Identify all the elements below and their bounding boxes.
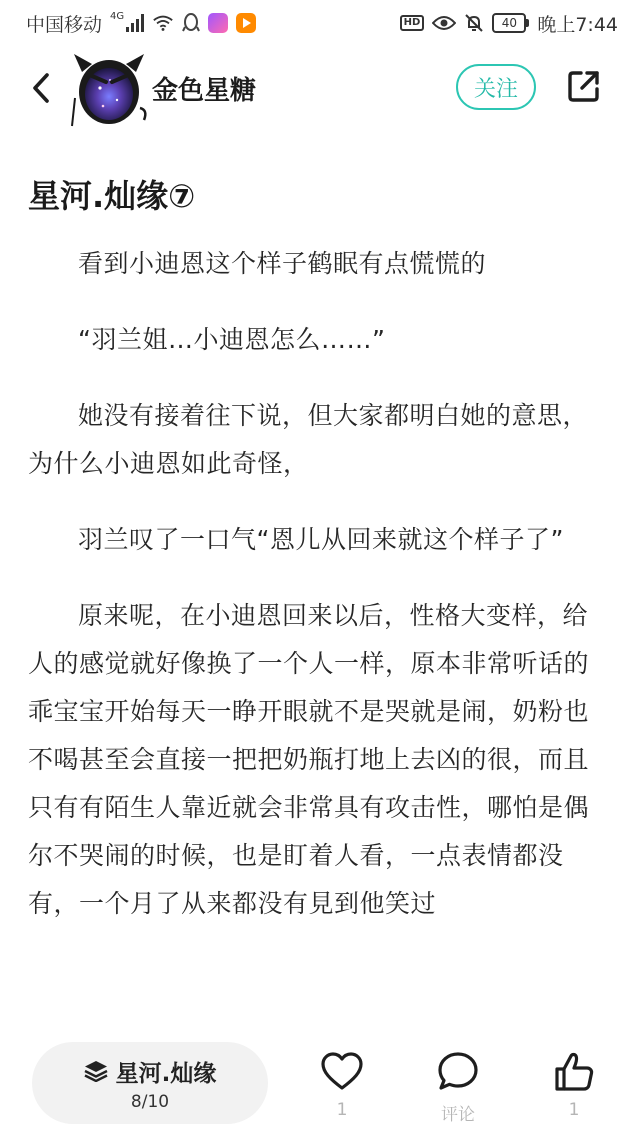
clock: 晚上7:44 (537, 13, 618, 36)
paragraph: 看到小迪恩这个样子鹤眠有点慌慌的 (78, 249, 487, 278)
chapter-name-row (84, 1055, 217, 1088)
battery-icon (492, 13, 529, 33)
author-name[interactable]: 金色星糖 (152, 76, 257, 106)
back-button[interactable] (26, 70, 56, 106)
chapter-progress: 8/10 (130, 1091, 170, 1112)
author-header (0, 46, 640, 134)
paragraph: “羽兰姐…小迪恩怎么……” (78, 325, 386, 354)
carrier-label: 中国移动 (26, 13, 103, 36)
app-icon-purple (208, 13, 228, 33)
back-icon (31, 72, 51, 104)
wifi-icon (152, 14, 174, 32)
follow-button[interactable]: 关注 (456, 64, 536, 110)
qq-icon (182, 13, 200, 33)
chapter-name: 星河.灿缘 (115, 1060, 217, 1087)
status-bar (0, 0, 640, 46)
layers-icon (84, 1060, 108, 1082)
comment-icon (436, 1050, 480, 1094)
paragraph: 原来呢，在小迪恩回来以后，性格大变样，给人的感觉就好像换了一个人一样，原本非常听话的乖宝宝开始每天一睁开眼就不是哭就是闹，奶粉也不喝甚至会直接一把把奶瓶打地上去凶的很，而且只有有陌生人靠近就会非常具有攻击性，哪怕是偶尔不哭闹的时候，也是盯着人看，一点表情都没有，一个月了从来都没有見到他笑过 (28, 601, 590, 918)
chapter-selector[interactable] (32, 1042, 268, 1124)
avatar[interactable] (70, 50, 148, 128)
app-icon-orange (236, 13, 256, 33)
bottom-toolbar (0, 1030, 640, 1138)
thumb-up-button[interactable] (534, 1050, 614, 1120)
signal-icon (126, 14, 144, 32)
share-icon[interactable] (566, 68, 602, 104)
battery-level: 40 (492, 13, 526, 33)
comment-label: 评论 (441, 1105, 475, 1125)
hd-badge: HD (400, 15, 425, 31)
paragraph: 她没有接着往下说，但大家都明白她的意思，为什么小迪恩如此奇怪， (28, 401, 589, 478)
article-title: 星河.灿缘⑦ (28, 177, 196, 215)
thumb-up-icon (552, 1050, 596, 1094)
thumb-count: 1 (568, 1100, 580, 1120)
eye-icon (432, 15, 456, 31)
comment-button[interactable] (418, 1050, 498, 1125)
paragraph: 羽兰叹了一口气“恩儿从回来就这个样子了” (78, 525, 564, 554)
article-body (28, 170, 612, 1028)
heart-icon (320, 1050, 364, 1094)
like-button[interactable] (302, 1050, 382, 1120)
like-count: 1 (336, 1100, 348, 1120)
mute-bell-icon (464, 13, 484, 33)
network-label: 4G (110, 10, 125, 22)
status-left (26, 10, 256, 37)
status-right (400, 10, 618, 37)
